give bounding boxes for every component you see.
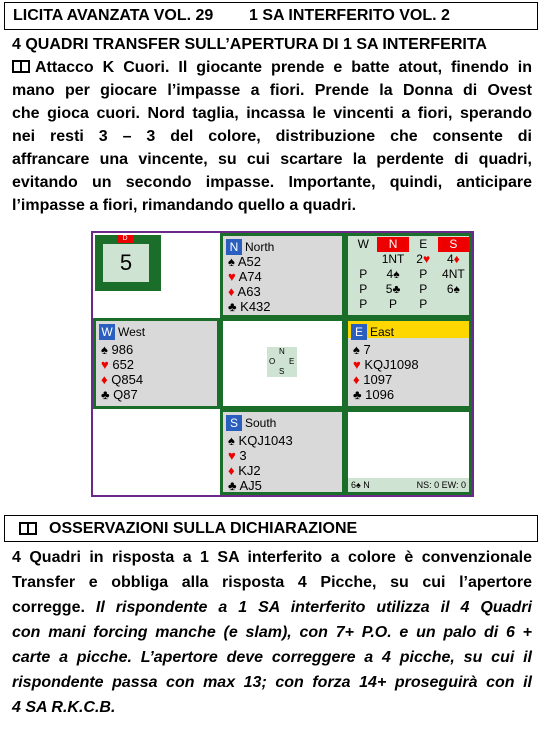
north-hand: [220, 233, 345, 318]
heart-icon: ♥: [228, 448, 236, 463]
compass-e: E: [289, 357, 295, 366]
auction-head-s: S: [438, 237, 469, 252]
west-seat: [99, 324, 145, 340]
book-icon: [19, 522, 37, 535]
auction-call: P: [359, 297, 368, 311]
compass-o: O: [269, 357, 276, 366]
club-icon: ♣: [353, 387, 362, 402]
contract-label: 6♠ N: [351, 480, 370, 490]
hearts-holding: 3: [239, 448, 247, 463]
spade-icon: ♠: [228, 433, 235, 448]
lead-line: mano per giocare l’impasse a fiori. Prende la Donna di Ovest: [12, 82, 532, 99]
east-cards: [353, 342, 419, 402]
spade-icon: ♠: [353, 342, 360, 357]
heart-icon: ♥: [228, 269, 236, 284]
auction-call: 2♥: [416, 252, 431, 266]
result-cell: [345, 409, 472, 495]
board-number: 5: [103, 244, 149, 282]
hearts-holding: A74: [238, 269, 262, 284]
bridge-board: [91, 231, 474, 497]
score-label: NS: 0 EW: 0: [416, 480, 466, 490]
header-right: 1 SA INTERFERITO VOL. 2: [249, 7, 450, 24]
auction-head-e: E: [419, 237, 428, 251]
book-icon: [12, 60, 30, 73]
diamonds-holding: 1097: [363, 372, 393, 387]
south-cards: [228, 433, 293, 493]
auction-call: 4♠: [386, 267, 400, 281]
obs-line: 4 Quadri in risposta a 1 SA interferito a colore è convenzionale: [12, 549, 532, 566]
compass-icon: [267, 347, 297, 377]
obs-line-italic: con mani forcing manche (e slam), con 7+ P.O. e un palo di 6 +: [12, 624, 532, 641]
diamond-icon: ♦: [353, 372, 360, 387]
header-left: LICITA AVANZATA VOL. 29: [13, 7, 214, 24]
auction-call: 4♦: [446, 252, 460, 266]
seat-name: South: [245, 416, 277, 430]
north-cards: [228, 254, 271, 314]
auction-call: 1NT: [381, 252, 405, 266]
observations-paragraph: [12, 545, 532, 720]
spades-holding: 986: [111, 342, 134, 357]
spades-holding: A52: [237, 254, 261, 269]
observations-header: [4, 515, 538, 542]
diamond-icon: ♦: [228, 284, 235, 299]
auction-call: P: [359, 282, 368, 296]
east-seat: [351, 324, 394, 340]
board-info-cell: [93, 233, 220, 318]
lead-line: Attacco K Cuori. Il giocante prende e batte atout, finendo in: [35, 59, 532, 76]
diamonds-holding: A63: [237, 284, 261, 299]
seat-badge: N: [226, 239, 242, 255]
seat-name: East: [370, 325, 395, 339]
west-cards: [101, 342, 143, 402]
heart-icon: ♥: [101, 357, 109, 372]
diamonds-holding: KJ2: [238, 463, 261, 478]
heart-icon: ♥: [353, 357, 361, 372]
page-title: 4 QUADRI TRANSFER SULL’APERTURA DI 1 SA INTERFERITA: [12, 36, 487, 53]
lead-paragraph: [12, 56, 532, 217]
diamonds-holding: Q854: [111, 372, 144, 387]
lead-line: evitando un secondo impasse. Importante, quindi, anticipare: [12, 174, 532, 191]
obs-line-italic: carte a picche. L’apertore deve correggere a 4 picche, su cui il: [12, 649, 532, 666]
seat-badge: S: [226, 415, 242, 431]
diamond-icon: ♦: [101, 372, 108, 387]
auction-call: P: [419, 267, 428, 281]
diamond-icon: ♦: [228, 463, 235, 478]
obs-line-italic: 4 SA R.K.C.B.: [12, 699, 116, 716]
auction-head-w: W: [357, 237, 369, 251]
obs-line: corregge.: [12, 599, 85, 616]
observations-title: OSSERVAZIONI SULLA DICHIARAZIONE: [49, 520, 358, 537]
auction-call: [438, 297, 469, 312]
lead-line: affrancare una vincente, su cui scartare la perdente di quadri,: [12, 151, 532, 168]
auction-call: 5♣: [385, 282, 401, 296]
lead-line: che gioca cuori. Nord taglia, incassa le vincenti a fiori, sperando: [12, 105, 532, 122]
clubs-holding: K432: [240, 299, 271, 314]
seat-name: North: [245, 240, 275, 254]
seat-name: West: [118, 325, 146, 339]
seat-badge: W: [99, 324, 115, 340]
club-icon: ♣: [101, 387, 110, 402]
hearts-holding: KQJ1098: [364, 357, 419, 372]
south-seat: [226, 415, 276, 431]
auction-call: 4NT: [442, 267, 465, 281]
result-bar: [348, 478, 469, 492]
auction-call: P: [419, 282, 428, 296]
auction-call: P: [359, 267, 368, 281]
auction-head-n: N: [377, 237, 408, 252]
header-bar: [4, 2, 538, 30]
seat-badge: E: [351, 324, 367, 340]
north-seat: [226, 239, 274, 255]
obs-line: Transfer e obbliga alla risposta 4 Picche, su cui l’apertore: [12, 574, 532, 591]
obs-line-italic: Il rispondente a 1 SA interferito utilizza il 4 Quadri: [95, 599, 532, 616]
dealer-tag: D: [117, 235, 133, 243]
spade-icon: ♠: [101, 342, 108, 357]
board-number-frame: [95, 235, 161, 291]
east-hand: [345, 318, 472, 409]
clubs-holding: AJ5: [239, 478, 262, 493]
auction-call: 6♠: [446, 282, 460, 296]
auction-table: [349, 237, 469, 312]
clubs-holding: Q87: [113, 387, 138, 402]
auction-call: P: [389, 297, 398, 311]
spade-icon: ♠: [228, 254, 235, 269]
auction-call: [349, 252, 377, 267]
compass-n: N: [279, 347, 285, 356]
auction-box: [345, 233, 472, 318]
lead-line: nei resti 3 – 3 del colore, distribuzione che consente di: [12, 128, 532, 145]
lead-line: l’impasse a fiori, rimandando quello a quadri.: [12, 197, 357, 214]
hearts-holding: 652: [112, 357, 135, 372]
clubs-holding: 1096: [365, 387, 395, 402]
spades-holding: 7: [363, 342, 371, 357]
south-hand: [220, 409, 345, 495]
auction-call: P: [419, 297, 428, 311]
west-hand: [93, 318, 220, 409]
compass-s: S: [279, 367, 285, 376]
spades-holding: KQJ1043: [238, 433, 293, 448]
club-icon: ♣: [228, 299, 237, 314]
obs-line-italic: rispondente passa con max 13; con forza 14+ proseguirà con il: [12, 674, 532, 691]
club-icon: ♣: [228, 478, 237, 493]
compass-cell: [220, 318, 345, 409]
